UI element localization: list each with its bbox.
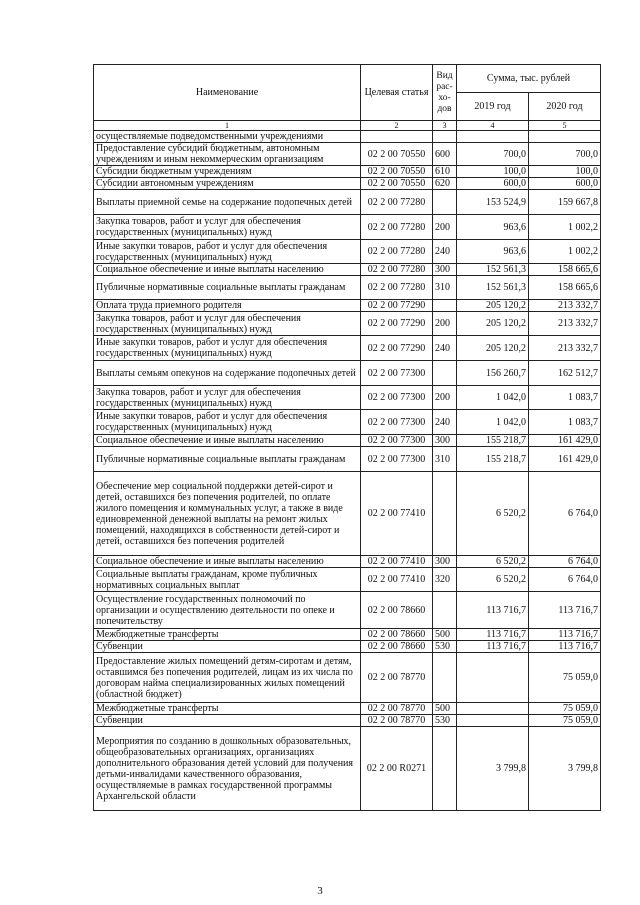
table-row [94,312,601,336]
table-row [94,447,601,472]
table-row [94,336,601,361]
row-name: осуществляемые подведомственными учреждениями [94,131,361,143]
row-name: Социальные выплаты гражданам, кроме публичных нормативных социальных выплат [94,568,361,592]
table-row [94,410,601,435]
header-year-2019: 2019 год [457,93,529,121]
row-sum-2020: 161 429,0 [529,435,601,447]
row-sum-2020: 158 665,6 [529,264,601,276]
row-sum-2020 [529,131,601,143]
row-name: Закупка товаров, работ и услуг для обеспечения государственных (муниципальных) нужд [94,312,361,336]
row-target-article: 02 2 00 77290 [361,300,433,312]
row-sum-2020: 113 716,7 [529,629,601,641]
table-row [94,556,601,568]
table-row [94,435,601,447]
row-name: Иные закупки товаров, работ и услуг для обеспечения государственных (муниципальных) нужд [94,336,361,361]
page-number: 3 [317,885,323,897]
row-name: Социальное обеспечение и иные выплаты населению [94,264,361,276]
row-name: Социальное обеспечение и иные выплаты населению [94,556,361,568]
column-index: 1 [94,121,361,131]
row-expense-type [433,131,457,143]
row-sum-2020: 113 716,7 [529,592,601,629]
column-index: 5 [529,121,601,131]
table-row [94,653,601,703]
row-target-article: 02 2 00 77280 [361,190,433,215]
row-name: Мероприятия по созданию в дошкольных образовательных, общеобразовательных организациях, организациях дополнительного образования детей условий для получения детьми-инвалидами качественного образования, осуществляемые в рамках государственной программы Архангельской области [94,727,361,811]
row-name: Обеспечение мер социальной поддержки детей-сирот и детей, оставшихся без попечения родителей, по оплате жилого помещения и коммунальных услуг, а также в виде единовременной денежной выплаты на ремонт жилых помещений, находящихся в собственности детей-сирот и детей, оставшихся без попечения родителей [94,472,361,556]
row-expense-type [433,300,457,312]
row-expense-type: 240 [433,336,457,361]
row-sum-2019: 113 716,7 [457,629,529,641]
row-expense-type: 300 [433,435,457,447]
row-target-article: 02 2 00 77410 [361,556,433,568]
row-target-article: 02 2 00 78660 [361,629,433,641]
row-sum-2019: 6 520,2 [457,472,529,556]
row-sum-2020: 213 332,7 [529,336,601,361]
row-name: Иные закупки товаров, работ и услуг для обеспечения государственных (муниципальных) нужд [94,240,361,264]
row-sum-2020: 162 512,7 [529,361,601,386]
budget-table [93,64,601,811]
table-row [94,178,601,190]
row-name: Публичные нормативные социальные выплаты гражданам [94,276,361,300]
row-expense-type: 200 [433,386,457,410]
row-expense-type: 500 [433,629,457,641]
row-expense-type: 300 [433,264,457,276]
row-expense-type: 620 [433,178,457,190]
row-sum-2019: 6 520,2 [457,568,529,592]
row-sum-2020: 1 083,7 [529,410,601,435]
row-sum-2020: 75 059,0 [529,703,601,715]
row-name: Субвенции [94,715,361,727]
table-row [94,264,601,276]
table-row [94,190,601,215]
row-name: Субсидии бюджетным учреждениям [94,166,361,178]
row-sum-2019: 6 520,2 [457,556,529,568]
row-target-article: 02 2 00 78770 [361,653,433,703]
row-name: Предоставление жилых помещений детям-сиротам и детям, оставшимся без попечения родителей, лицам из их числа по договорам найма специализированных жилых помещений (областной бюджет) [94,653,361,703]
row-expense-type [433,190,457,215]
header-name: Наименование [94,65,361,121]
row-sum-2020: 161 429,0 [529,447,601,472]
row-name: Иные закупки товаров, работ и услуг для обеспечения государственных (муниципальных) нужд [94,410,361,435]
row-target-article: 02 2 00 78660 [361,592,433,629]
row-target-article: 02 2 00 77280 [361,264,433,276]
row-target-article: 02 2 00 77410 [361,472,433,556]
row-target-article: 02 2 00 77300 [361,410,433,435]
row-target-article: 02 2 00 77300 [361,386,433,410]
row-target-article: 02 2 00 77280 [361,276,433,300]
row-expense-type [433,472,457,556]
row-sum-2019: 153 524,9 [457,190,529,215]
table-row [94,386,601,410]
row-expense-type: 240 [433,240,457,264]
row-sum-2019: 113 716,7 [457,592,529,629]
row-name: Социальное обеспечение и иные выплаты населению [94,435,361,447]
row-sum-2019: 152 561,3 [457,264,529,276]
row-target-article: 02 2 00 77410 [361,568,433,592]
row-name: Закупка товаров, работ и услуг для обеспечения государственных (муниципальных) нужд [94,215,361,240]
row-expense-type: 610 [433,166,457,178]
header-expense-type: Вид рас- хо- дов [433,65,457,121]
row-sum-2020: 1 002,2 [529,240,601,264]
row-expense-type [433,361,457,386]
row-sum-2020: 1 083,7 [529,386,601,410]
row-sum-2019: 156 260,7 [457,361,529,386]
row-expense-type: 240 [433,410,457,435]
row-expense-type: 200 [433,215,457,240]
row-sum-2020: 600,0 [529,178,601,190]
row-name: Закупка товаров, работ и услуг для обеспечения государственных (муниципальных) нужд [94,386,361,410]
row-sum-2020: 3 799,8 [529,727,601,811]
row-name: Предоставление субсидий бюджетным, автономным учреждениям и иным некоммерческим организациям [94,143,361,166]
table-row [94,568,601,592]
row-sum-2019: 600,0 [457,178,529,190]
header-sum: Сумма, тыс. рублей [457,65,601,93]
row-sum-2019: 205 120,2 [457,336,529,361]
row-expense-type [433,592,457,629]
row-name: Межбюджетные трансферты [94,703,361,715]
row-name: Субвенции [94,641,361,653]
row-sum-2020: 100,0 [529,166,601,178]
row-expense-type: 310 [433,276,457,300]
table-row [94,131,601,143]
column-index: 2 [361,121,433,131]
row-sum-2020: 158 665,6 [529,276,601,300]
table-row [94,215,601,240]
row-sum-2020: 213 332,7 [529,312,601,336]
row-sum-2019: 205 120,2 [457,312,529,336]
column-index: 3 [433,121,457,131]
row-target-article: 02 2 00 R0271 [361,727,433,811]
row-target-article: 02 2 00 77280 [361,240,433,264]
row-expense-type [433,727,457,811]
row-sum-2019 [457,131,529,143]
row-sum-2020: 75 059,0 [529,715,601,727]
row-sum-2019: 152 561,3 [457,276,529,300]
row-target-article: 02 2 00 78660 [361,641,433,653]
row-sum-2020: 213 332,7 [529,300,601,312]
row-target-article: 02 2 00 70550 [361,178,433,190]
row-target-article: 02 2 00 78770 [361,715,433,727]
table-row [94,166,601,178]
table-row [94,641,601,653]
row-sum-2020: 6 764,0 [529,568,601,592]
row-sum-2019 [457,715,529,727]
row-name: Выплаты приемной семье на содержание подопечных детей [94,190,361,215]
row-target-article: 02 2 00 77300 [361,447,433,472]
row-target-article: 02 2 00 70550 [361,166,433,178]
row-sum-2020: 75 059,0 [529,653,601,703]
row-sum-2019: 963,6 [457,215,529,240]
row-sum-2020: 700,0 [529,143,601,166]
row-name: Выплаты семьям опекунов на содержание подопечных детей [94,361,361,386]
row-target-article: 02 2 00 77280 [361,215,433,240]
table-row [94,276,601,300]
row-sum-2019: 155 218,7 [457,435,529,447]
row-expense-type: 500 [433,703,457,715]
row-sum-2019 [457,703,529,715]
row-sum-2020: 1 002,2 [529,215,601,240]
row-target-article [361,131,433,143]
row-name: Межбюджетные трансферты [94,629,361,641]
row-name: Публичные нормативные социальные выплаты гражданам [94,447,361,472]
row-sum-2019: 963,6 [457,240,529,264]
table-row [94,472,601,556]
table-row [94,143,601,166]
row-sum-2019: 1 042,0 [457,386,529,410]
row-target-article: 02 2 00 70550 [361,143,433,166]
row-expense-type: 530 [433,715,457,727]
row-sum-2019: 700,0 [457,143,529,166]
row-sum-2019 [457,653,529,703]
row-name: Субсидии автономным учреждениям [94,178,361,190]
row-expense-type: 310 [433,447,457,472]
row-sum-2020: 159 667,8 [529,190,601,215]
table-row [94,240,601,264]
row-name: Осуществление государственных полномочий по организации и осуществлению деятельности по опеке и попечительству [94,592,361,629]
table-row [94,703,601,715]
row-target-article: 02 2 00 77300 [361,361,433,386]
row-expense-type [433,653,457,703]
row-target-article: 02 2 00 78770 [361,703,433,715]
row-sum-2020: 113 716,7 [529,641,601,653]
row-expense-type: 600 [433,143,457,166]
header-year-2020: 2020 год [529,93,601,121]
table-row [94,727,601,811]
row-sum-2019: 205 120,2 [457,300,529,312]
row-target-article: 02 2 00 77290 [361,336,433,361]
row-sum-2019: 113 716,7 [457,641,529,653]
row-name: Оплата труда приемного родителя [94,300,361,312]
column-index-row [94,121,601,131]
header-target-article: Целевая статья [361,65,433,121]
column-index: 4 [457,121,529,131]
row-expense-type: 530 [433,641,457,653]
row-sum-2019: 3 799,8 [457,727,529,811]
table-row [94,629,601,641]
table-row [94,361,601,386]
row-sum-2019: 155 218,7 [457,447,529,472]
row-target-article: 02 2 00 77300 [361,435,433,447]
table-row [94,592,601,629]
row-sum-2019: 100,0 [457,166,529,178]
row-sum-2020: 6 764,0 [529,556,601,568]
row-target-article: 02 2 00 77290 [361,312,433,336]
table-row [94,300,601,312]
row-sum-2019: 1 042,0 [457,410,529,435]
row-expense-type: 200 [433,312,457,336]
table-row [94,715,601,727]
row-expense-type: 320 [433,568,457,592]
row-sum-2020: 6 764,0 [529,472,601,556]
row-expense-type: 300 [433,556,457,568]
